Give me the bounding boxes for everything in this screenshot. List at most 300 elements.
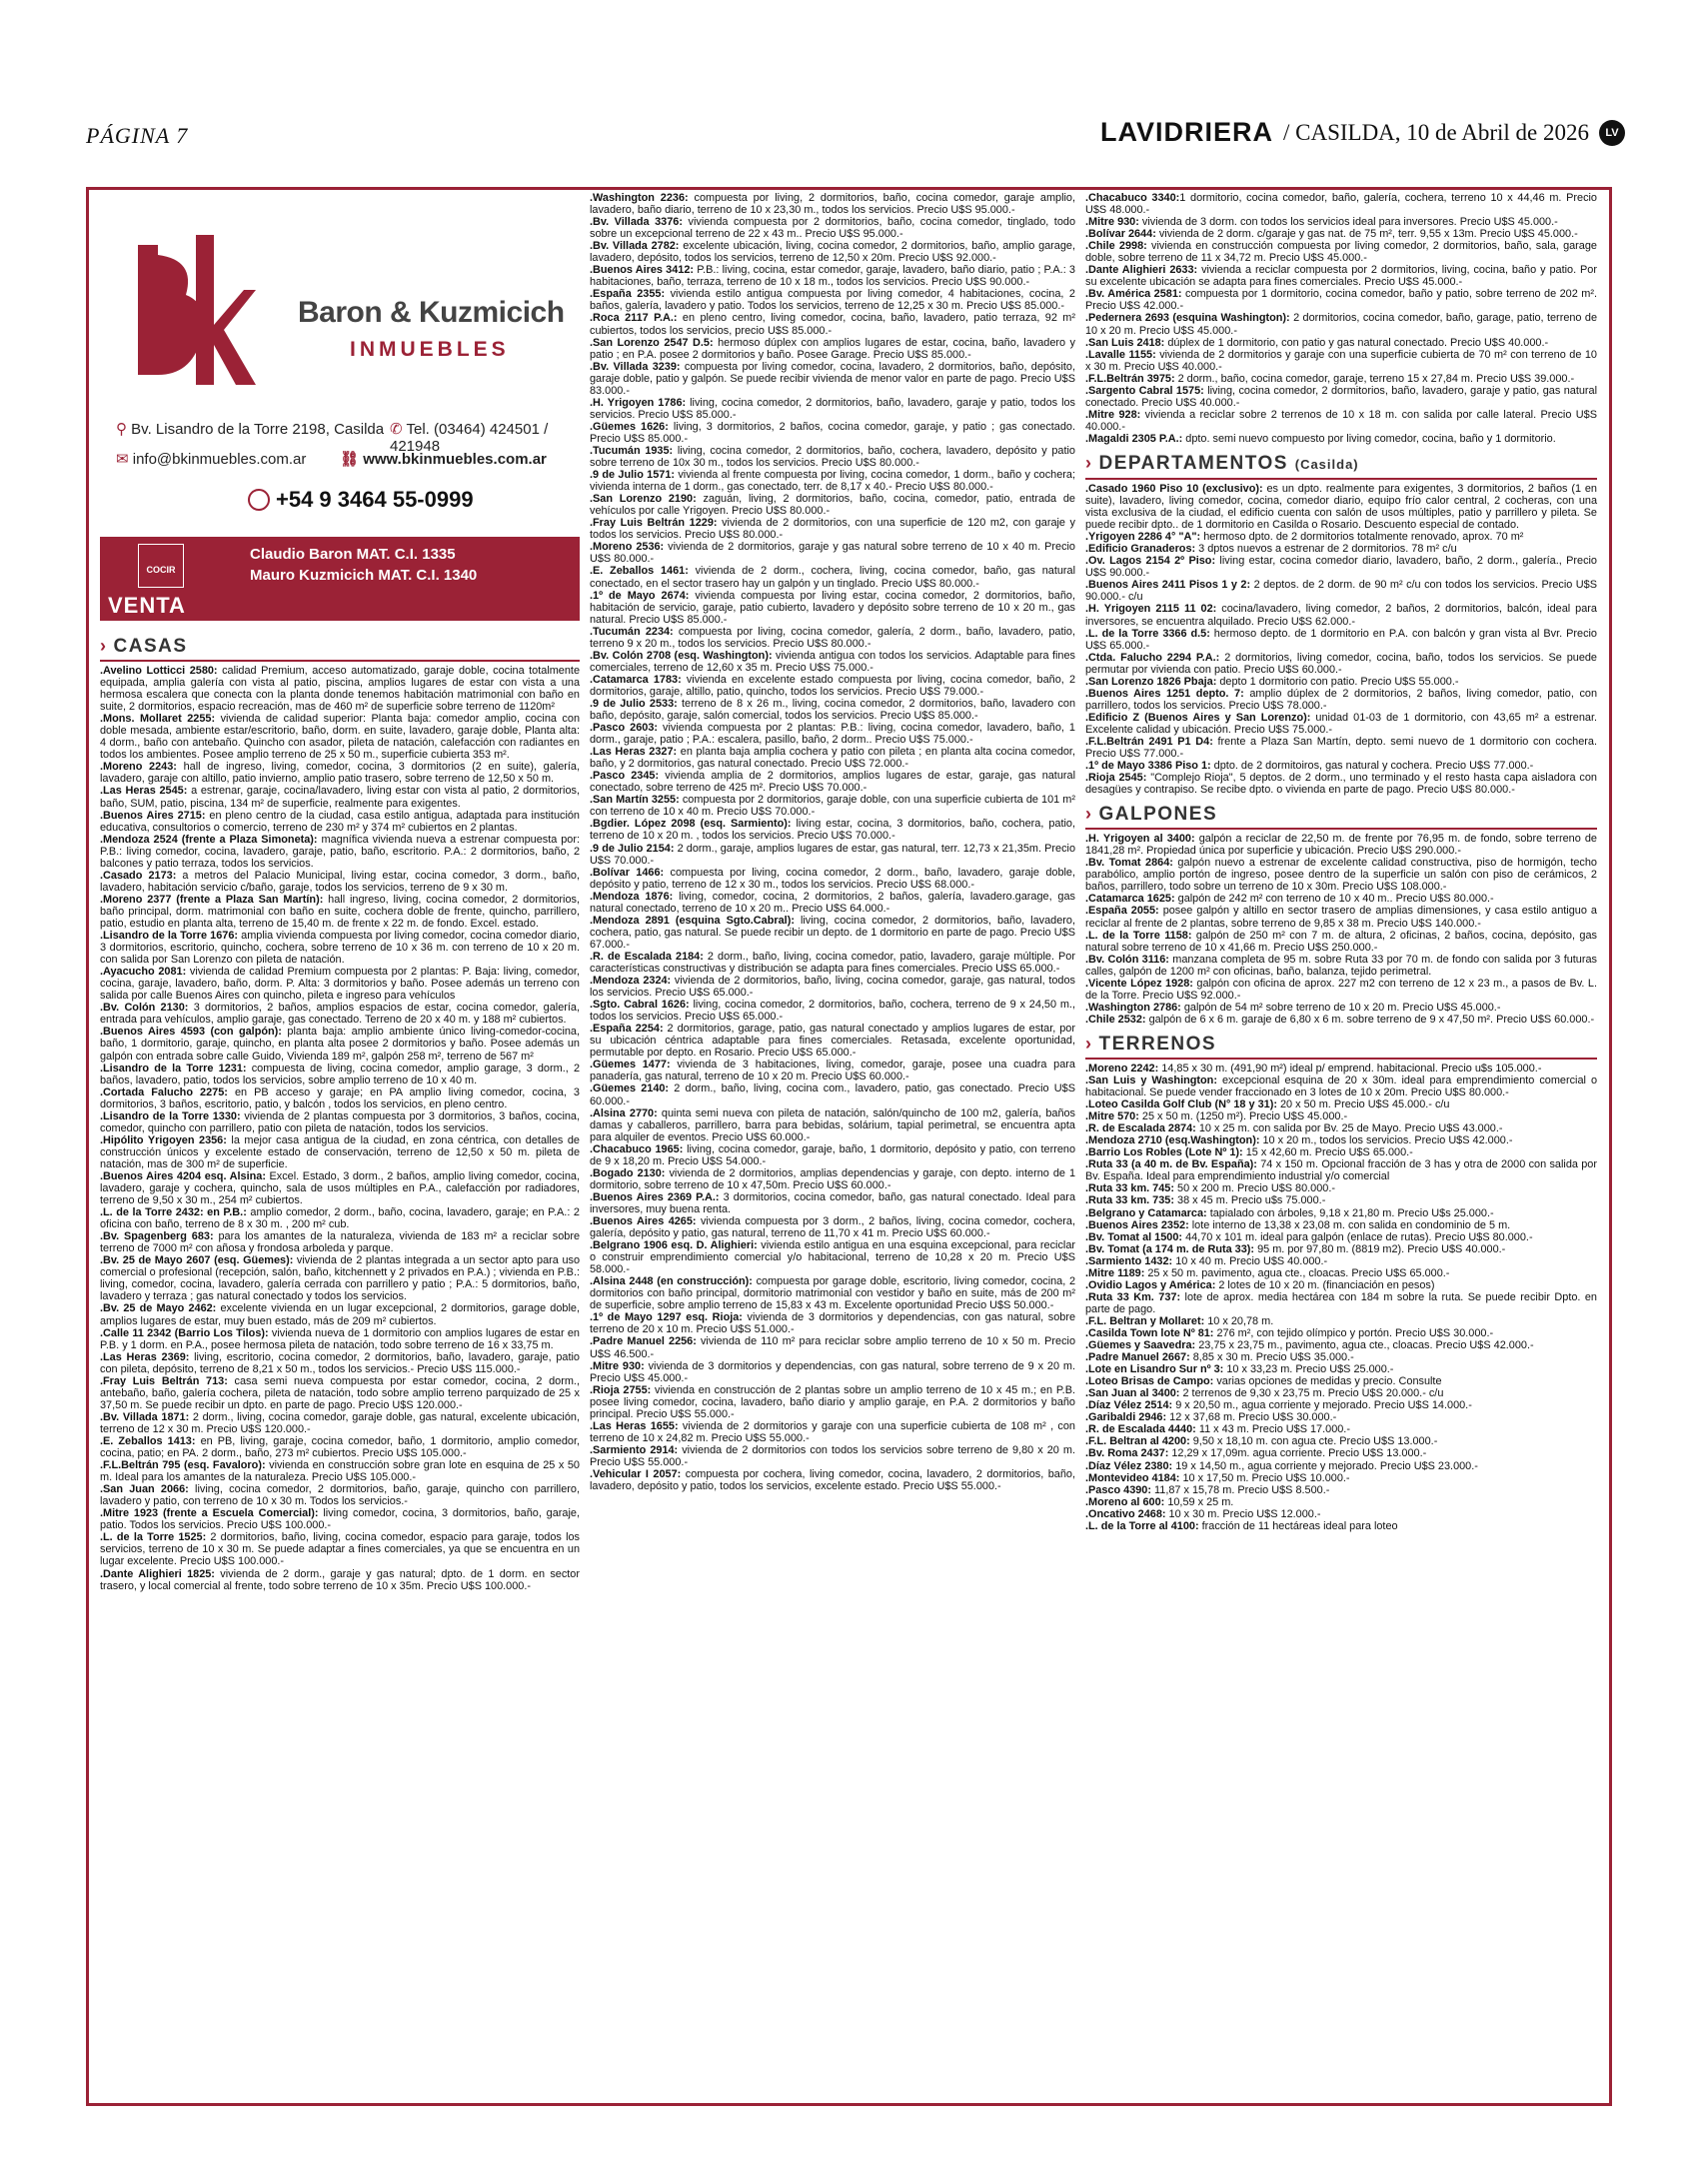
listing-address: .Mendoza 1876:	[590, 890, 674, 903]
listing-address: .Edificio Granaderos:	[1085, 543, 1196, 556]
listing-item	[590, 1107, 1075, 1143]
listing-address: .Ovidio Lagos y América:	[1085, 1278, 1216, 1291]
listing-address: .Las Heras 2545:	[100, 785, 188, 798]
listing-item	[100, 1435, 580, 1459]
listing-description: 10 x 17,50 m. Precio U$S 10.000.-	[1179, 1471, 1350, 1484]
listing-item	[590, 1023, 1075, 1059]
listing-description: vivienda de 2 dormitorios, garaje y gas natural sobre terreno de 10 x 40 m. Precio U$S 80.000.-	[590, 541, 1075, 566]
listing-item	[590, 240, 1075, 264]
listing-description: compuesta por 2 dormitorios, garaje doble, con una superficie cubierta de 101 m² con terreno de 10 x 40 m. Precio U$S 70.000.-	[590, 794, 1076, 819]
listing-item	[1085, 288, 1597, 312]
listing-address: .Montevideo 4184:	[1085, 1471, 1180, 1484]
listing-description: compuesta por living comedor, cocina, lavadero, 2 dormitorios, baño, depósito, garaje doble, patio y galpón. Se puede recibir vivienda de menor valor en parte de pago. Precio U$S 83.000.-	[590, 360, 1076, 397]
listing-description: vivienda de 110 m² para reciclar sobre amplio terreno de 10 x 50 m. Precio U$S 46.500.-	[590, 1335, 1076, 1360]
listing-item	[100, 1327, 580, 1351]
listing-description: 2 dormitorios, garage, patio, gas natural conectado y amplios lugares de estar, por su ubicación céntrica adaptable para fines comerciales. Retasada, excelente oportunidad, permutable por depto. en Rosario. Precio U$S 65.000.-	[590, 1023, 1075, 1060]
listing-item	[100, 870, 580, 894]
listing-address: .Dante Alighieri 1825:	[100, 1567, 215, 1580]
section-terrenos: › TERRENOS	[1085, 1030, 1597, 1060]
listing-item	[590, 192, 1075, 216]
listing-description: amplio comedor, 2 dorm., baño, cocina, lavadero, garaje; en P.A.: 2 oficina con baño, terreno de 8 x 30 m. , 200 m² cub.	[100, 1206, 580, 1231]
listing-address: .Güemes 1626:	[590, 420, 669, 433]
listing-description: 10 x 30 m. Precio U$S 12.000.-	[1165, 1507, 1321, 1520]
listing-item	[1085, 1134, 1597, 1146]
brand-subtitle: INMUEBLES	[350, 338, 510, 361]
listing-description: 2 dorm., baño, living, cocina com., lavadero, patio, gas conectado. Precio U$S 60.000.-	[590, 1083, 1075, 1107]
masthead	[86, 117, 1625, 157]
listing-item	[590, 1420, 1075, 1444]
listing-description: living, cocina comedor, 2 dormitorios, baño, cochera, terreno de 9 x 24,50 m., todos los servicios. Precio U$S 65.000.-	[590, 999, 1075, 1024]
listing-address: .Güemes 1477:	[590, 1059, 671, 1072]
listing-address: .San Lorenzo 1826 Pbaja:	[1085, 675, 1217, 688]
listing-address: .Mendoza 2891 (esquina Sgto.Cabral):	[590, 914, 795, 927]
listing-description: a metros del Palacio Municipal, living estar, cocina comedor, 3 dorm., baño, lavadero, habitación servicio c/baño, garaje, todos los servicios, terreno de 9 x 30 m.	[100, 869, 580, 894]
whatsapp-icon	[248, 489, 270, 511]
listing-address: .Moreno 2377 (frente a Plaza San Martín):	[100, 893, 324, 906]
brand-name: Baron & Kuzmicich	[298, 296, 565, 329]
listing-description: vivienda en excelente estado compuesta por living, cocina comedor, baño, 2 dormitorios, garaje, altillo, patio, quincho, todos los servicios. Precio U$S 79.000.-	[590, 673, 1075, 698]
listing-description: 11 x 43 m. Precio U$S 17.000.-	[1195, 1423, 1350, 1436]
listing-address: .Bv. Villada 3376:	[590, 216, 683, 229]
terrenos-list	[1085, 1063, 1597, 1532]
listing-address: .Bolívar 1466:	[590, 866, 665, 879]
listing-description: 10 x 25 m. con salida por Bv. 25 de Mayo. Precio U$S 43.000.-	[1195, 1122, 1503, 1135]
listing-address: .Mitre 930:	[1085, 216, 1139, 229]
listing-address: .E. Zeballos 1461:	[590, 565, 689, 578]
listing-description: 2 dormitorios, cocina comedor, baño, garage, patio, terreno de 10 x 20 m. Precio U$S 45.000.-	[1085, 312, 1598, 337]
listing-address: .Ctda. Falucho 2294 P.A.:	[1085, 651, 1220, 664]
agent-2: Mauro Kuzmicich MAT. C.I. 1340	[250, 567, 478, 584]
listing-item	[100, 1302, 580, 1326]
listing-item	[590, 517, 1075, 541]
listing-address: .Tucumán 1935:	[590, 444, 674, 457]
listing-item	[1085, 1267, 1597, 1279]
listing-description: 44,70 x 101 m. ideal para galpón (enlace de rutas). Precio U$S 80.000.-	[1182, 1230, 1533, 1243]
listing-item	[1085, 1363, 1597, 1375]
listing-description: 1 dormitorio, cocina comedor, baño, galería, cochera, terreno 10 x 44,46 m. Precio U$S 48.000.-	[1085, 192, 1597, 217]
listing-description: living comedor, cocina, 3 dormitorios, baño, garaje, patio. Todos los servicios. Precio U$S 100.000.-	[100, 1507, 580, 1532]
listing-description: living, cocina comedor, garaje, baño, 1 dormitorio, depósito y patio, con terreno de 9 x 18,20 m. Precio U$S 54.000.-	[590, 1142, 1076, 1167]
listing-description: 19 x 14,50 m., agua corriente y mejorado. Precio U$S 23.000.-	[1172, 1459, 1478, 1472]
listing-description: en PB, living, garaje, cocina comedor, baño, 1 dormitorio, amplio comedor, cocina, patio; en PA. 2 dorm., baño, 273 m² cubiertos. Precio U$S 105.000.-	[100, 1435, 580, 1460]
listing-address: .Hipólito Yrigoyen 2356:	[100, 1133, 227, 1146]
listing-address: .Buenos Aires 1251 depto. 7:	[1085, 687, 1244, 700]
listing-address: .Bolívar 2644:	[1085, 228, 1156, 241]
listing-address: .Washington 2236:	[590, 192, 689, 204]
advertiser-block	[100, 200, 580, 584]
listing-item	[100, 1134, 580, 1170]
listing-item	[100, 1230, 580, 1254]
listing-address: .Lisandro de la Torre 1231:	[100, 1062, 247, 1075]
listing-description: living, cocina comedor, 2 dormitorios, baño, garaje, quincho con parrillero, lavadero y patio, con terreno de 10 x 30 m. Todos los servicios.-	[100, 1483, 580, 1508]
listing-address: .Bv. Tomat (a 174 m. de Ruta 33):	[1085, 1242, 1255, 1255]
listing-item	[1085, 893, 1597, 905]
listing-description: fracción de 11 hectáreas ideal para loteo	[1198, 1519, 1398, 1532]
issue-date: / CASILDA, 10 de Abril de 2026	[1282, 119, 1589, 145]
listing-address: .Las Heras 2327:	[590, 746, 678, 759]
listing-address: .Bv. Colón 2708 (esq. Washington):	[590, 649, 773, 662]
listing-address: .Bv. Villada 1871:	[100, 1410, 190, 1423]
listing-item	[590, 650, 1075, 674]
listing-address: .Moreno al 600:	[1085, 1495, 1165, 1508]
location-pin-icon: ⚲	[116, 421, 127, 438]
listing-address: .Bv. Villada 3239:	[590, 360, 681, 373]
listing-item	[100, 1375, 580, 1411]
listing-item	[1085, 676, 1597, 688]
listing-item	[100, 1110, 580, 1134]
listing-item	[1085, 1411, 1597, 1423]
listing-item	[1085, 1399, 1597, 1411]
listing-description: vivienda de 2 dormitorios con todos los servicios sobre terreno de 9,80 x 20 m. Precio U$S 55.000.-	[590, 1443, 1075, 1468]
listing-description: P.B.: living, cocina, estar comedor, garaje, lavadero, baño diario, patio ; P.A.: 3 habitaciones, baño, terraza, terreno de 10 x 18 m., todos los servicios. Precio U$S 90.000.-	[590, 264, 1075, 289]
listing-description: 3 dptos nuevos a estrenar de 2 dormitorios. 78 m² c/u	[1195, 543, 1457, 556]
listing-description: la mejor casa antigua de la ciudad, en zona céntrica, con detalles de construcción únicos y excelente estado de conservación, terreno de 12,50 x 50 m. pileta de natación, mas de 300 m² de superficie.	[100, 1133, 580, 1170]
listing-item	[590, 1444, 1075, 1468]
listing-address: .Rioja 2755:	[590, 1383, 652, 1396]
listing-address: .Lisandro de la Torre 1330:	[100, 1109, 241, 1122]
mail-icon: ✉	[116, 451, 129, 468]
listing-address: .San Juan al 3400:	[1085, 1387, 1180, 1400]
listing-item	[1085, 712, 1597, 736]
listing-description: "Complejo Rioja", 5 deptos. de 2 dorm., uno terminado y el resto hasta capa aisladora con desagües y contrapiso. Se recibe dpto. o vivienda en parte de pago. Precio U$S 80.000.-	[1085, 772, 1597, 797]
listing-item	[590, 1275, 1075, 1311]
listing-description: living estar, cocina, 3 dormitorios, baño, cochera, patio, terreno de 10 x 20 m. , todos los servicios. Precio U$S 70.000.-	[590, 818, 1075, 843]
listing-description: amplia vivienda compuesta por living comedor, cocina comedor diario, 3 dormitorios, escritorio, quincho, cochera, sobre terreno de 10 x 36 m. con terreno de 10 x 20 m. con salida por San Lorenzo con pileta de natación.	[100, 930, 580, 967]
phone: ✆ Tel. (03464) 424501 / 421948	[390, 421, 549, 455]
listing-item	[1085, 483, 1597, 531]
listing-description: 12,29 x 17,09m. agua corriente. Precio U$S 13.000.-	[1168, 1447, 1427, 1460]
listing-address: .H. Yrigoyen 2115 11 02:	[1085, 603, 1217, 616]
listing-description: para los amantes de la naturaleza, vivienda de 183 m² a reciclar sobre terreno de 7000 m² con añosa y frondosa arboleda y parque.	[100, 1230, 580, 1255]
listing-item	[590, 698, 1075, 722]
casas-list-3	[1085, 192, 1597, 445]
listing-description: a estrenar, garaje, cocina/lavadero, living estar con vista al patio, 2 dormitorios, baño, SUM, patio, piscina, 134 m² de superficie, realmente para exigentes.	[100, 785, 580, 810]
listing-item	[1085, 857, 1597, 893]
listing-address: .R. de Escalada 2184:	[590, 950, 704, 963]
listing-address: .Bv. Spagenberg 683:	[100, 1230, 214, 1243]
listing-description: hall de ingreso, living, comedor, cocina, 3 dormitorios (2 en suite), galería, lavadero, garaje con altillo, patio invierno, amplio patio trasero, sobre terreno de 12,50 x 50 m.	[100, 761, 581, 786]
column-1	[100, 628, 580, 1592]
listing-description: 10 x 33,23 m. Precio U$S 25.000.-	[1223, 1363, 1394, 1376]
listing-description: excepcional esquina de 20 x 30m. ideal para emprendimiento comercial o habitacional. Se puede vender fraccionado en 3 lotes de 10 x 20m. Precio U$S 80.000.-	[1085, 1075, 1597, 1099]
listing-address: .F.L. Beltran y Mollaret:	[1085, 1314, 1205, 1327]
listing-description: compuesta por living, cocina comedor, galería, 2 dorm., baño, lavadero, patio, terreno 9 x 20 m., todos los servicios. Precio U$S 80.000.-	[590, 625, 1075, 650]
listing-address: .Mendoza 2324:	[590, 975, 672, 988]
section-casas: › CASAS	[100, 632, 580, 662]
listing-item	[100, 1087, 580, 1110]
listing-description: vivienda de 3 dorm. con todos los servicios ideal para inversores. Precio U$S 45.000.-	[1138, 216, 1558, 229]
newspaper-logo: LAVIDRIERA	[1099, 117, 1273, 147]
listing-item	[100, 713, 580, 761]
listing-address: .Mitre 930:	[590, 1359, 645, 1372]
listing-item	[1085, 1387, 1597, 1399]
listing-address: .L. de la Torre 2432: en P.B.:	[100, 1206, 247, 1219]
listing-address: .H. Yrigoyen al 3400:	[1085, 833, 1195, 846]
listing-item	[590, 1059, 1075, 1083]
listing-address: .Las Heras 1655:	[590, 1419, 679, 1432]
listing-address: .Yrigoyen 2286 4° "A":	[1085, 531, 1201, 544]
listing-address: .L. de la Torre al 4100:	[1085, 1519, 1199, 1532]
listing-address: .Buenos Aires 2369 P.A.:	[590, 1190, 720, 1203]
email[interactable]: ✉ info@bkinmuebles.com.ar	[116, 451, 307, 468]
listing-description: en pleno centro de la ciudad, casa estilo antigua, adaptada para institución educativa, consultorios o comercio, terreno de 230 m² y 374 m² cubiertos en 2 plantas.	[100, 809, 580, 834]
listing-address: .Loteo Casilda Golf Club (N° 18 y 31):	[1085, 1098, 1277, 1111]
listing-item	[590, 264, 1075, 288]
listing-address: .Lisandro de la Torre 1676:	[100, 930, 239, 943]
listing-item	[100, 1507, 580, 1531]
listing-description: frente a Plaza San Martín, depto. semi nuevo de 1 dormitorio con cochera. Precio U$S 77.000.-	[1085, 735, 1597, 761]
listing-address: .Garibaldi 2946:	[1085, 1411, 1167, 1424]
listing-address: .Ruta 33 km. 735:	[1085, 1194, 1174, 1207]
listing-address: .Buenos Aires 2715:	[100, 809, 206, 822]
listing-description: 276 m², con tejido olímpico y portón. Precio U$S 30.000.-	[1213, 1326, 1494, 1339]
listing-item	[590, 288, 1075, 312]
listing-address: .Dante Alighieri 2633:	[1085, 264, 1198, 277]
listing-item	[1085, 1447, 1597, 1459]
listing-item	[590, 843, 1075, 867]
casas-list-2	[590, 192, 1075, 1492]
listing-description: 8,85 x 30 m. Precio U$S 35.000.-	[1189, 1351, 1354, 1364]
listing-item	[590, 975, 1075, 999]
listing-address: .F.L.Beltrán 3975:	[1085, 372, 1175, 385]
listing-item	[590, 915, 1075, 951]
listing-description: vivienda de 2 dormitorios, con una superficie de 120 m2, con garaje y todos los servicios. Precio U$S 80.000.-	[590, 517, 1075, 542]
agent-1: Claudio Baron MAT. C.I. 1335	[250, 546, 456, 563]
listing-description: quinta semi nueva con pileta de natación, salón/quincho de 100 m2, galería, baños damas y caballeros, parrillero, barra para bebidas, solárium, tapial perimetral, se encuentra apta para alquiler de eventos. Precio U$S 60.000.-	[590, 1106, 1075, 1143]
listing-item	[1085, 312, 1597, 336]
listing-description: vivienda antigua con todos los servicios. Adaptable para fines comerciales, terreno de 12,60 x 35 m. Precio U$S 75.000.-	[590, 649, 1075, 674]
listing-address: .Tucumán 2234:	[590, 625, 674, 638]
listing-item	[1085, 1243, 1597, 1255]
listing-item	[1085, 1158, 1597, 1182]
listing-item	[1085, 772, 1597, 796]
listing-address: .Barrio Los Robles (Lote Nº 1):	[1085, 1146, 1243, 1159]
listing-description: hall ingreso, living, cocina comedor, 2 dormitorios, baño principal, dorm. matrimonial con baño en suite, cochera doble de frente, quincho, parrillero, patio, estudio en planta alta, terreno de 15,40 m. de frente x 22 m. de fondo. Excel. estado.	[100, 893, 580, 930]
listing-description: vivienda compuesta por 2 dormitorios, baño, cocina comedor, tinglado, todo sobre un excepcional terreno de 22 x 43 m.. Precio U$S 95.000.-	[590, 216, 1076, 241]
listing-address: .E. Zeballos 1413:	[100, 1435, 196, 1447]
listing-item	[590, 891, 1075, 915]
listing-item	[1085, 1375, 1597, 1387]
listing-address: .Mitre 1923 (frente a Escuela Comercial):	[100, 1507, 319, 1520]
listing-description: cocina/lavadero, living comedor, 2 baños, 2 dormitorios, balcón, ideal para inversores, se encuentra alquilado. Precio U$S 62.000.-	[1085, 603, 1597, 628]
listing-address: .Mendoza 2710 (esq.Washington):	[1085, 1134, 1260, 1147]
listing-item	[1085, 833, 1597, 857]
listing-address: .San Lorenzo 2547 D.5:	[590, 336, 714, 349]
listing-address: .Mitre 570:	[1085, 1110, 1139, 1123]
listing-address: .Moreno 2243:	[100, 761, 177, 774]
listing-address: .Pasco 2603:	[590, 722, 658, 735]
listing-description: vivienda de 2 dormitorios, baño, living, cocina comedor, garaje, gas natural, todos los servicios. Precio U$S 65.000.-	[590, 975, 1075, 1000]
listing-description: 95 m. por 97,80 m. (8819 m2). Precio U$S 40.000.-	[1254, 1242, 1506, 1255]
listing-address: .Avelino Lotticci 2580:	[100, 665, 218, 677]
listing-address: .Magaldi 2305 P.A.:	[1085, 432, 1183, 445]
listing-item	[100, 1483, 580, 1507]
chevron-right-icon: ›	[1085, 452, 1093, 473]
listing-description: vivienda en construcción compuesta por living comedor, 2 dormitorios, baño, sala, garage doble, sobre terreno de 11 x 34,72 m. Precio U$S 45.000.-	[1085, 240, 1597, 265]
listing-item	[1085, 652, 1597, 676]
listing-item	[100, 1254, 580, 1302]
listing-item	[590, 1083, 1075, 1106]
listing-address: .Buenos Aires 2411 Pisos 1 y 2:	[1085, 579, 1251, 592]
listing-description: vivienda estilo antigua compuesta por living comedor, 4 habitaciones, cocina, 2 baños, galería, lavadero y patio. Todos los servicios, terreno de 12,25 x 30 m. Precio U$S 85.000.-	[590, 288, 1075, 313]
listing-address: .Bv. 25 de Mayo 2607 (esq. Güemes):	[100, 1254, 294, 1267]
listing-description: vivienda de 3 habitaciones, living, comedor, garaje, posee una cuadra para panadería, gas natural, terreno de 10 x 20 m. Precio U$S 60.000.-	[590, 1059, 1075, 1084]
listing-item	[100, 761, 580, 785]
listing-item	[590, 951, 1075, 975]
listing-description: Excel. Estado, 3 dorm., 2 baños, amplio living comedor, cocina, lavadero, garaje y cochera, quincho, sala de usos múltiples en P.A., calefacción por radiadores, terreno de 9,50 x 30 m., 254 m² cubiertos.	[100, 1169, 580, 1207]
listing-description: 2 dorm., living, cocina comedor, garaje doble, gas natural, excelente ubicación, terreno de 12 x 30 m. Precio U$S 120.000.-	[100, 1410, 580, 1435]
listing-item	[100, 1206, 580, 1230]
listing-item	[100, 834, 580, 870]
listing-item	[1085, 1219, 1597, 1231]
listing-description: magnífica vivienda nueva a estrenar compuesta por: P.B.: living comedor, cocina, lavadero, garaje, patio, baño, escritorio. P.A.: 2 dormitorios, baño, 2 balcones y patio terraza, todos los servicios.	[100, 833, 580, 870]
listing-description: 10 x 20,78 m.	[1204, 1314, 1274, 1327]
listing-item	[590, 1215, 1075, 1239]
listing-description: 20 x 50 m. Precio U$S 45.000.- c/u	[1276, 1098, 1450, 1111]
listing-item	[1085, 216, 1597, 228]
listing-item	[590, 626, 1075, 650]
listing-description: 3 dormitorios, 2 baños, amplios espacios de estar, cocina comedor, galería, entrada para vehículos, amplio garaje, gas conectado. Terreno de 20 x 40 m. y 188 m² cubiertos.	[100, 1002, 580, 1027]
listing-item	[1085, 373, 1597, 385]
listing-item	[1085, 930, 1597, 954]
listing-item	[1085, 1255, 1597, 1267]
listing-item	[100, 894, 580, 930]
listing-address: .Sargento Cabral 1575:	[1085, 384, 1204, 397]
listing-description: vivienda de 2 plantas integrada a un sector apto para uso comercial o profesional (recepción, salón, baño, kitchennett y 2 privados en P.A.) ; vivienda en P.B.: living, comedor, cocina, lavadero, galería cerrada con parrillero y patio ; P.A.: 5 dormitorios, baño, lavadero y terraza ; gas natural conectado y todos los servicios.	[100, 1254, 580, 1303]
listing-address: .1º de Mayo 2674:	[590, 589, 690, 602]
listing-item	[590, 746, 1075, 770]
listing-address: .9 de Julio 2533:	[590, 697, 678, 710]
listing-description: vivienda nueva de 1 dormitorio con amplios lugares de estar en P.B. y 1 dorm. en P.A., posee hermosa pileta de natación, todo sobre terreno de 16 x 33,75 m.	[100, 1326, 580, 1351]
listing-address: .F.L.Beltrán 2491 P1 D4:	[1085, 735, 1213, 748]
listing-description: vivienda de calidad superior: Planta baja: comedor amplio, cocina con doble mesada, ambiente estar/escritorio, baño, dorm. en suite, lavadero, garaje doble, Planta alta: 4 dorm., baño con antebaño. Quincho con asador, pileta de natación, calefacción con radiantes en todos los ambientes. Posee amplio terreno de 25 x 50 m., superficie cubierta 353 m².	[100, 713, 580, 762]
listing-item	[590, 541, 1075, 565]
listing-address: .Ruta 33 Km. 737:	[1085, 1290, 1181, 1303]
listing-address: .Pedernera 2693 (esquina Washington):	[1085, 312, 1290, 325]
listing-address: .L. de la Torre 1525:	[100, 1531, 207, 1544]
listing-address: .Mitre 928:	[1085, 408, 1141, 421]
listing-item	[1085, 1423, 1597, 1435]
listing-address: .Bv. Tomat 2864:	[1085, 857, 1173, 870]
listing-address: .Mendoza 2524 (frente a Plaza Simoneta):	[100, 833, 318, 846]
listing-item	[590, 397, 1075, 421]
listing-item	[1085, 905, 1597, 929]
listing-item	[1085, 1014, 1597, 1026]
phone-icon: ✆	[390, 421, 403, 438]
listing-item	[1085, 978, 1597, 1002]
listing-address: .9 de Julio 2154:	[590, 842, 675, 855]
listing-address: .Chacabuco 3340:	[1085, 192, 1180, 204]
masthead-right	[1100, 117, 1625, 148]
listing-description: vivienda de 2 dormitorios y garaje con una superficie cubierta de 70 m² con terreno de 10 x 30 m. Precio U$S 40.000.-	[1085, 348, 1597, 373]
listing-item	[1085, 1339, 1597, 1351]
listing-address: .España 2055:	[1085, 905, 1159, 918]
listing-address: .Pasco 2345:	[590, 770, 660, 783]
listing-item	[590, 1167, 1075, 1191]
listing-item	[590, 312, 1075, 336]
listing-description: vivienda compuesta por 2 plantas: P.B.: living, cocina comedor, lavadero, baño, 1 dorm., garaje, patio ; P.A.: escalera, pasillo, baño, 2 dorm.. Precio U$S 75.000.-	[590, 722, 1075, 747]
listing-item	[1085, 579, 1597, 603]
listing-item	[590, 818, 1075, 842]
listing-address: .Sarmiento 2914:	[590, 1443, 679, 1456]
listing-item	[1085, 1075, 1597, 1098]
listing-description: living, cocina comedor, 2 dormitorios, baño, lavadero, garaje y patio, gas natural conectado. Precio U$S 40.000.-	[1085, 384, 1597, 409]
listing-item	[1085, 1207, 1597, 1219]
listing-item	[100, 1063, 580, 1087]
listing-address: .Catamarca 1783:	[590, 673, 682, 686]
listing-item	[590, 794, 1075, 818]
listing-item	[100, 1568, 580, 1592]
address: ⚲ Bv. Lisandro de la Torre 2198, Casilda	[116, 421, 385, 438]
listing-address: .Casado 2173:	[100, 869, 177, 882]
listing-address: .R. de Escalada 2874:	[1085, 1122, 1196, 1135]
listing-address: .Fray Luis Beltrán 1229:	[590, 517, 718, 530]
listing-description: zaguán, living, 2 dormitorios, baño, cocina, comedor, patio, entrada de vehículos por calle Yrigoyen. Precio U$S 80.000.-	[590, 493, 1075, 518]
listing-description: vivienda al frente compuesta por living, cocina comedor, 1 dorm., baño y cochera; vivienda interna de 1 dorm., gas conectado, terr. de 8,17 x 40.- Precio U$S 80.000.-	[590, 469, 1075, 494]
listing-address: .Alsina 2770:	[590, 1106, 658, 1119]
listing-item	[590, 1335, 1075, 1359]
listing-description: galpón nuevo a estrenar de excelente calidad constructiva, piso de hormigón, techo parabólico, amplio portón de ingreso, posee dentro de la superficie un salón con piso de cerámicos, 2 baños, parrillero, todo sobre un terreno de 10 x 30m. Precio U$S 108.000.-	[1085, 857, 1597, 894]
listing-description: living, comedor, cocina, 2 dormitorios, 2 baños, galería, lavadero.garage, gas natural conectado, terreno de 10 x 20 m.. Precio U$S 64.000.-	[590, 890, 1075, 915]
listing-description: 11,87 x 15,78 m. Precio U$S 8.500.-	[1151, 1483, 1330, 1496]
listing-address: .L. de la Torre 3366 d.5:	[1085, 627, 1210, 640]
listing-item	[1085, 1279, 1597, 1291]
listing-address: .1º de Mayo 3386 Piso 1:	[1085, 760, 1211, 773]
listing-item	[1085, 760, 1597, 772]
listing-description: en PB acceso y garaje; en PA amplio living comedor, cocina, 3 dormitorios, 3 baños, escritorio, patio, y balcón , todos los servicios, en pleno centro.	[100, 1086, 580, 1110]
ad-frame	[86, 187, 1612, 2106]
whatsapp-number[interactable]: +54 9 3464 55-0999	[248, 487, 474, 513]
casas-list-1	[100, 665, 580, 1592]
listing-description: dpto. de 2 dormitoiros, gas natural y cochera. Precio U$S 77.000.-	[1210, 760, 1534, 773]
listing-description: vivienda compuesta por 3 dorm., 2 baños, living, cocina comedor, cochera, galería, depósito y patio, gas natural, terreno de 11,70 x 41 m. Precio U$S 60.000.-	[590, 1214, 1075, 1240]
listing-description: casa semi nueva compuesta por estar comedor, cocina, 2 dorm., antebaño, baño, galería cochera, pileta de natación, todo sobre amplio terreno parquizado de 25 x 37,50 m. Se puede recibir un dpto. en parte de pago. Precio U$S 120.000.-	[100, 1374, 580, 1411]
listing-address: .Fray Luis Beltrán 713:	[100, 1374, 228, 1387]
listing-description: 74 x 150 m. Opcional fracción de 3 has y otra de 2000 con salida por Bv. España. Ideal para emprendimiento industrial y/o comercial	[1085, 1158, 1597, 1183]
listing-description: terreno de 8 x 26 m., living, cocina comedor, 2 dormitorios, baño, lavadero con baño, depósito, garaje, salón comercial, todos los servicios. Precio U$S 85.000.-	[590, 697, 1076, 723]
listing-address: .Díaz Vélez 2514:	[1085, 1399, 1173, 1412]
listing-description: vivienda estilo antigua en una esquina excepcional, para reciclar o construir emprendimiento comercial y/o habitacional, terreno de 10,28 x 20 m. Precio U$S 58.000.-	[590, 1239, 1076, 1276]
listing-description: depto 1 dormitorio con patio. Precio U$S 55.000.-	[1216, 675, 1459, 688]
listing-item	[1085, 264, 1597, 288]
listing-item	[590, 421, 1075, 445]
listing-description: 2 lotes de 10 x 20 m. (financiación en pesos)	[1215, 1278, 1435, 1291]
listing-item	[1085, 1508, 1597, 1520]
listing-item	[100, 810, 580, 834]
listing-address: .España 2254:	[590, 1023, 664, 1036]
listing-item	[100, 1411, 580, 1435]
listing-description: hermoso dúplex con amplios lugares de estar, cocina, baño, lavadero y patio ; en P.A. posee 2 dormitorios y baño. Posee Garage. Precio U$S 85.000.-	[590, 336, 1075, 361]
listing-address: .Mons. Mollaret 2255:	[100, 713, 216, 726]
listing-item	[100, 1531, 580, 1567]
listing-item	[590, 770, 1075, 794]
listing-address: .San Lorenzo 2190:	[590, 493, 697, 506]
listing-description: vivienda de 2 dorm., cochera, living, cocina comedor, baño, gas natural conectado, en el sector trasero hay un galpón y un tinglado. Precio U$S 80.000.-	[590, 565, 1076, 590]
listing-item	[1085, 1460, 1597, 1472]
website-link[interactable]: ⛓ www.bkinmuebles.com.ar	[340, 451, 547, 468]
listing-description: compuesta por living, cocina comedor, 2 dorm., baño, lavadero, garaje doble, depósito y patio, terreno de 12 x 30 m., todos los servicios. Precio U$S 68.000.-	[590, 866, 1076, 891]
listing-item	[1085, 409, 1597, 433]
listing-address: .Güemes y Saavedra:	[1085, 1339, 1196, 1352]
listing-item	[590, 1360, 1075, 1384]
listing-description: en pleno centro, living comedor, cocina, baño, lavadero, patio terraza, 92 m² cubiertos, todos los servicios, precio U$S 85.000.-	[590, 312, 1075, 337]
listing-address: .Sgto. Cabral 1626:	[590, 999, 690, 1012]
galpones-list	[1085, 833, 1597, 1026]
listing-description: vivienda de 2 plantas compuesta por 3 dormitorios, 3 baños, cocina, comedor, quincho con parrillero, patio con pileta de natación, todos los servicios.	[100, 1109, 581, 1134]
listing-description: galpón de 250 m² con 7 m. de altura, 2 oficinas, 2 baños, cocina, depósito, gas natural sobre terreno de 10 x 41,66 m. Precio U$S 250.000.-	[1085, 929, 1597, 954]
listing-item	[1085, 531, 1597, 543]
column-3	[1085, 192, 1597, 1532]
